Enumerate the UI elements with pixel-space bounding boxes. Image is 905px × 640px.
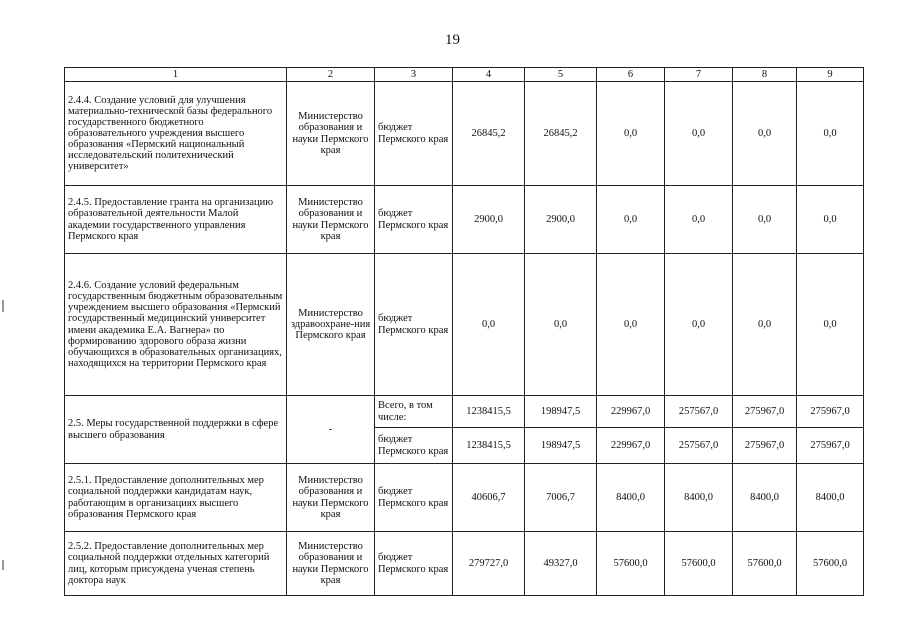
value-cell: 0,0 [665, 82, 733, 186]
measure-description: 2.4.6. Создание условий федеральным государственным бюджетным образовательным учреждением высшего образования «Пермский государственный медицинский университет имени академика Е.А. Вагнера» по формированию здорового образа жизни обучающихся в образовательных организациях, находящихся на территории Пермского края [65, 254, 287, 396]
value-cell: 8400,0 [797, 464, 864, 532]
column-header: 3 [375, 68, 453, 82]
value-cell: 275967,0 [733, 428, 797, 464]
value-cell: 198947,5 [525, 428, 597, 464]
column-header: 6 [597, 68, 665, 82]
value-cell: 0,0 [597, 254, 665, 396]
value-cell: 275967,0 [797, 428, 864, 464]
value-cell: 0,0 [525, 254, 597, 396]
value-cell: 257567,0 [665, 428, 733, 464]
value-cell: 0,0 [797, 186, 864, 254]
column-header: 4 [453, 68, 525, 82]
column-header: 8 [733, 68, 797, 82]
value-cell: 57600,0 [665, 532, 733, 596]
table-row [65, 254, 864, 396]
value-cell: 2900,0 [453, 186, 525, 254]
value-cell: 8400,0 [733, 464, 797, 532]
responsible-organization: Министерство здравоохране-ния Пермского края [287, 254, 375, 396]
funding-source: бюджет Пермского края [375, 464, 453, 532]
scan-edge-mark [2, 300, 4, 312]
funding-source: бюджет Пермского края [375, 428, 453, 464]
table-row [65, 82, 864, 186]
value-cell: 26845,2 [453, 82, 525, 186]
value-cell: 257567,0 [665, 396, 733, 428]
value-cell: 57600,0 [797, 532, 864, 596]
value-cell: 8400,0 [597, 464, 665, 532]
funding-source: бюджет Пермского края [375, 254, 453, 396]
measure-description: 2.5.1. Предоставление дополнительных мер социальной поддержки кандидатам наук, работающим в организациях высшего образования Пермского края [65, 464, 287, 532]
table-row [65, 532, 864, 596]
value-cell: 0,0 [733, 186, 797, 254]
value-cell: 7006,7 [525, 464, 597, 532]
value-cell: 0,0 [797, 254, 864, 396]
funding-source: бюджет Пермского края [375, 532, 453, 596]
value-cell: 0,0 [665, 186, 733, 254]
measure-description: 2.5.2. Предоставление дополнительных мер социальной поддержки отдельных категорий лиц, которым присуждена ученая степень доктора наук [65, 532, 287, 596]
table-row [65, 186, 864, 254]
column-header: 5 [525, 68, 597, 82]
responsible-organization: Министерство образования и науки Пермского края [287, 464, 375, 532]
responsible-organization: - [287, 396, 375, 464]
column-header: 2 [287, 68, 375, 82]
value-cell: 57600,0 [597, 532, 665, 596]
value-cell: 57600,0 [733, 532, 797, 596]
column-header: 1 [65, 68, 287, 82]
measure-description: 2.5. Меры государственной поддержки в сфере высшего образования [65, 396, 287, 464]
funding-source: бюджет Пермского края [375, 186, 453, 254]
value-cell: 1238415,5 [453, 396, 525, 428]
page-number: 19 [445, 32, 460, 48]
value-cell: 275967,0 [733, 396, 797, 428]
value-cell: 49327,0 [525, 532, 597, 596]
value-cell: 0,0 [597, 82, 665, 186]
responsible-organization: Министерство образования и науки Пермского края [287, 186, 375, 254]
value-cell: 0,0 [733, 82, 797, 186]
value-cell: 229967,0 [597, 428, 665, 464]
value-cell: 2900,0 [525, 186, 597, 254]
value-cell: 229967,0 [597, 396, 665, 428]
funding-source: бюджет Пермского края [375, 82, 453, 186]
value-cell: 8400,0 [665, 464, 733, 532]
responsible-organization: Министерство образования и науки Пермского края [287, 82, 375, 186]
column-header: 9 [797, 68, 864, 82]
value-cell: 0,0 [597, 186, 665, 254]
value-cell: 0,0 [665, 254, 733, 396]
value-cell: 279727,0 [453, 532, 525, 596]
value-cell: 275967,0 [797, 396, 864, 428]
value-cell: 1238415,5 [453, 428, 525, 464]
column-header: 7 [665, 68, 733, 82]
value-cell: 0,0 [453, 254, 525, 396]
measure-description: 2.4.4. Создание условий для улучшения материально-технической базы федерального государственного бюджетного образовательного учреждения высшего образования «Пермский национальный исследовательский политехнический университет» [65, 82, 287, 186]
value-cell: 198947,5 [525, 396, 597, 428]
value-cell: 26845,2 [525, 82, 597, 186]
value-cell: 0,0 [733, 254, 797, 396]
scan-edge-mark [2, 560, 4, 570]
budget-table [64, 67, 864, 596]
header-row [65, 68, 864, 82]
responsible-organization: Министерство образования и науки Пермского края [287, 532, 375, 596]
value-cell: 40606,7 [453, 464, 525, 532]
funding-source: Всего, в том числе: [375, 396, 453, 428]
table-row [65, 464, 864, 532]
value-cell: 0,0 [797, 82, 864, 186]
table-row [65, 396, 864, 428]
measure-description: 2.4.5. Предоставление гранта на организацию образовательной деятельности Малой академии государственного управления Пермского края [65, 186, 287, 254]
